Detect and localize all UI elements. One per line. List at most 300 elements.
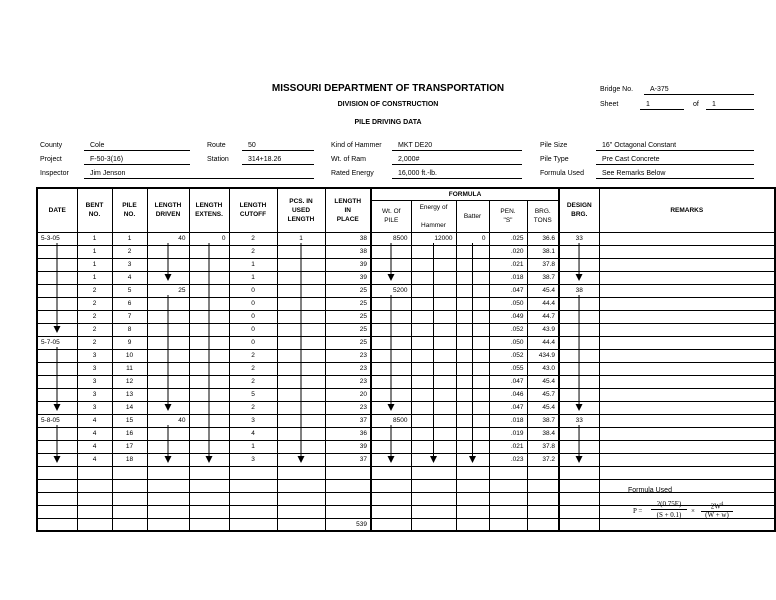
cell-length-extens[interactable]	[189, 349, 229, 362]
cell-pcs-used[interactable]	[277, 349, 325, 362]
cell-brg-tons[interactable]	[527, 492, 559, 505]
cell-batter[interactable]	[456, 323, 489, 336]
cell-brg-tons[interactable]: 44.7	[527, 310, 559, 323]
cell-pcs-used[interactable]	[277, 284, 325, 297]
cell-length-cutoff[interactable]: 1	[229, 258, 277, 271]
cell-brg-tons[interactable]: 43.0	[527, 362, 559, 375]
cell-length-in-place[interactable]: 39	[325, 271, 371, 284]
cell-length-in-place[interactable]: 539	[325, 518, 371, 531]
cell-energy-hammer[interactable]	[411, 492, 456, 505]
cell-energy-hammer[interactable]	[411, 349, 456, 362]
cell-brg-tons[interactable]: 44.4	[527, 336, 559, 349]
cell-length-in-place[interactable]: 25	[325, 284, 371, 297]
cell-date[interactable]	[37, 401, 77, 414]
cell-energy-hammer[interactable]	[411, 375, 456, 388]
cell-length-cutoff[interactable]	[229, 505, 277, 518]
pile-type-field[interactable]: Pre Cast Concrete	[596, 155, 754, 165]
cell-length-driven[interactable]	[147, 258, 189, 271]
cell-design-brg[interactable]	[559, 401, 599, 414]
cell-bent[interactable]: 4	[77, 440, 112, 453]
cell-pile[interactable]: 2	[112, 245, 147, 258]
cell-length-driven[interactable]	[147, 375, 189, 388]
cell-length-extens[interactable]	[189, 492, 229, 505]
cell-design-brg[interactable]: 38	[559, 284, 599, 297]
cell-length-cutoff[interactable]: 5	[229, 388, 277, 401]
cell-batter[interactable]	[456, 492, 489, 505]
cell-length-cutoff[interactable]: 3	[229, 453, 277, 466]
cell-batter[interactable]	[456, 362, 489, 375]
cell-bent[interactable]: 2	[77, 323, 112, 336]
cell-brg-tons[interactable]: 44.4	[527, 297, 559, 310]
sheet-field[interactable]: 1	[640, 100, 684, 110]
cell-bent[interactable]: 2	[77, 336, 112, 349]
cell-date[interactable]	[37, 479, 77, 492]
cell-length-driven[interactable]	[147, 323, 189, 336]
cell-pile[interactable]: 6	[112, 297, 147, 310]
cell-pile[interactable]: 18	[112, 453, 147, 466]
cell-length-extens[interactable]	[189, 440, 229, 453]
cell-length-in-place[interactable]	[325, 479, 371, 492]
cell-pcs-used[interactable]: 1	[277, 232, 325, 245]
cell-pile[interactable]: 14	[112, 401, 147, 414]
cell-remarks[interactable]	[599, 336, 775, 349]
cell-design-brg[interactable]	[559, 479, 599, 492]
cell-wt-pile[interactable]	[371, 349, 411, 362]
cell-date[interactable]	[37, 453, 77, 466]
cell-date[interactable]	[37, 505, 77, 518]
cell-length-in-place[interactable]: 38	[325, 232, 371, 245]
cell-pen[interactable]: .018	[489, 271, 527, 284]
formula-field[interactable]: See Remarks Below	[596, 169, 754, 179]
cell-remarks[interactable]	[599, 401, 775, 414]
cell-length-in-place[interactable]: 23	[325, 349, 371, 362]
energy-field[interactable]: 16,000 ft.-lb.	[392, 169, 522, 179]
cell-length-driven[interactable]: 40	[147, 414, 189, 427]
cell-design-brg[interactable]	[559, 336, 599, 349]
cell-batter[interactable]	[456, 453, 489, 466]
cell-length-in-place[interactable]: 20	[325, 388, 371, 401]
cell-wt-pile[interactable]	[371, 427, 411, 440]
cell-design-brg[interactable]	[559, 375, 599, 388]
cell-pile[interactable]: 15	[112, 414, 147, 427]
cell-length-cutoff[interactable]	[229, 492, 277, 505]
cell-pen[interactable]: .021	[489, 440, 527, 453]
cell-energy-hammer[interactable]	[411, 362, 456, 375]
cell-pcs-used[interactable]	[277, 492, 325, 505]
cell-wt-pile[interactable]	[371, 518, 411, 531]
cell-remarks[interactable]	[599, 284, 775, 297]
cell-design-brg[interactable]: 33	[559, 232, 599, 245]
cell-length-extens[interactable]	[189, 310, 229, 323]
cell-pcs-used[interactable]	[277, 453, 325, 466]
cell-batter[interactable]	[456, 375, 489, 388]
cell-length-driven[interactable]	[147, 362, 189, 375]
cell-length-in-place[interactable]: 37	[325, 414, 371, 427]
cell-pile[interactable]: 5	[112, 284, 147, 297]
cell-length-in-place[interactable]: 39	[325, 258, 371, 271]
cell-pen[interactable]	[489, 479, 527, 492]
cell-length-cutoff[interactable]: 4	[229, 427, 277, 440]
cell-batter[interactable]	[456, 401, 489, 414]
cell-pile[interactable]: 4	[112, 271, 147, 284]
cell-energy-hammer[interactable]	[411, 440, 456, 453]
cell-length-driven[interactable]	[147, 310, 189, 323]
cell-energy-hammer[interactable]	[411, 258, 456, 271]
cell-pcs-used[interactable]	[277, 245, 325, 258]
cell-remarks[interactable]	[599, 362, 775, 375]
cell-brg-tons[interactable]: 38.1	[527, 245, 559, 258]
cell-design-brg[interactable]	[559, 440, 599, 453]
cell-remarks[interactable]	[599, 258, 775, 271]
cell-energy-hammer[interactable]	[411, 518, 456, 531]
cell-length-cutoff[interactable]: 0	[229, 284, 277, 297]
cell-pile[interactable]	[112, 505, 147, 518]
cell-energy-hammer[interactable]	[411, 414, 456, 427]
cell-remarks[interactable]	[599, 271, 775, 284]
cell-batter[interactable]	[456, 297, 489, 310]
cell-wt-pile[interactable]	[371, 466, 411, 479]
cell-bent[interactable]: 1	[77, 232, 112, 245]
cell-pcs-used[interactable]	[277, 271, 325, 284]
cell-date[interactable]	[37, 388, 77, 401]
cell-batter[interactable]	[456, 505, 489, 518]
cell-pile[interactable]: 10	[112, 349, 147, 362]
cell-pile[interactable]	[112, 466, 147, 479]
cell-length-driven[interactable]	[147, 349, 189, 362]
cell-length-driven[interactable]	[147, 479, 189, 492]
cell-length-cutoff[interactable]: 1	[229, 271, 277, 284]
cell-length-in-place[interactable]	[325, 505, 371, 518]
cell-design-brg[interactable]	[559, 466, 599, 479]
cell-length-cutoff[interactable]	[229, 466, 277, 479]
cell-pen[interactable]: .021	[489, 258, 527, 271]
cell-wt-pile[interactable]	[371, 297, 411, 310]
cell-length-driven[interactable]	[147, 245, 189, 258]
cell-length-driven[interactable]	[147, 466, 189, 479]
cell-date[interactable]: 5-7-05	[37, 336, 77, 349]
cell-length-extens[interactable]	[189, 518, 229, 531]
cell-length-cutoff[interactable]: 0	[229, 297, 277, 310]
cell-length-cutoff[interactable]: 2	[229, 349, 277, 362]
cell-length-driven[interactable]	[147, 440, 189, 453]
cell-pcs-used[interactable]	[277, 505, 325, 518]
cell-pen[interactable]: .018	[489, 414, 527, 427]
cell-length-extens[interactable]	[189, 271, 229, 284]
cell-wt-pile[interactable]	[371, 401, 411, 414]
cell-energy-hammer[interactable]	[411, 336, 456, 349]
cell-pile[interactable]: 7	[112, 310, 147, 323]
cell-wt-pile[interactable]	[371, 453, 411, 466]
cell-pcs-used[interactable]	[277, 466, 325, 479]
cell-brg-tons[interactable]: 36.6	[527, 232, 559, 245]
cell-length-driven[interactable]	[147, 388, 189, 401]
cell-pcs-used[interactable]	[277, 336, 325, 349]
cell-wt-pile[interactable]	[371, 245, 411, 258]
cell-length-driven[interactable]	[147, 492, 189, 505]
cell-pcs-used[interactable]	[277, 375, 325, 388]
cell-design-brg[interactable]	[559, 505, 599, 518]
cell-wt-pile[interactable]: 8500	[371, 414, 411, 427]
cell-length-cutoff[interactable]: 2	[229, 245, 277, 258]
cell-length-extens[interactable]	[189, 466, 229, 479]
cell-pile[interactable]: 17	[112, 440, 147, 453]
cell-pen[interactable]: .020	[489, 245, 527, 258]
cell-pen[interactable]: .046	[489, 388, 527, 401]
cell-pen[interactable]: .050	[489, 297, 527, 310]
cell-bent[interactable]: 1	[77, 245, 112, 258]
cell-length-cutoff[interactable]: 0	[229, 310, 277, 323]
cell-length-extens[interactable]	[189, 427, 229, 440]
pile-size-field[interactable]: 16" Octagonal Constant	[596, 141, 754, 151]
cell-wt-pile[interactable]	[371, 336, 411, 349]
cell-design-brg[interactable]	[559, 258, 599, 271]
cell-energy-hammer[interactable]	[411, 323, 456, 336]
cell-pcs-used[interactable]	[277, 414, 325, 427]
cell-length-cutoff[interactable]	[229, 518, 277, 531]
cell-date[interactable]	[37, 297, 77, 310]
cell-brg-tons[interactable]: 45.4	[527, 284, 559, 297]
cell-bent[interactable]	[77, 466, 112, 479]
cell-date[interactable]: 5-8-05	[37, 414, 77, 427]
cell-length-in-place[interactable]: 39	[325, 440, 371, 453]
cell-length-extens[interactable]: 0	[189, 232, 229, 245]
cell-batter[interactable]	[456, 271, 489, 284]
cell-length-driven[interactable]	[147, 336, 189, 349]
cell-date[interactable]	[37, 362, 77, 375]
cell-pen[interactable]: .023	[489, 453, 527, 466]
cell-date[interactable]	[37, 284, 77, 297]
cell-bent[interactable]: 4	[77, 453, 112, 466]
cell-remarks[interactable]	[599, 466, 775, 479]
cell-length-extens[interactable]	[189, 245, 229, 258]
cell-batter[interactable]	[456, 349, 489, 362]
cell-length-driven[interactable]	[147, 518, 189, 531]
cell-pen[interactable]	[489, 518, 527, 531]
cell-pen[interactable]	[489, 505, 527, 518]
cell-length-in-place[interactable]	[325, 492, 371, 505]
cell-remarks[interactable]	[599, 427, 775, 440]
cell-length-in-place[interactable]: 25	[325, 336, 371, 349]
cell-length-extens[interactable]	[189, 336, 229, 349]
cell-pile[interactable]: 8	[112, 323, 147, 336]
cell-length-cutoff[interactable]: 2	[229, 362, 277, 375]
of-field[interactable]: 1	[706, 100, 754, 110]
cell-pcs-used[interactable]	[277, 518, 325, 531]
cell-pen[interactable]: .047	[489, 401, 527, 414]
cell-bent[interactable]: 3	[77, 375, 112, 388]
cell-length-in-place[interactable]: 23	[325, 362, 371, 375]
cell-design-brg[interactable]	[559, 453, 599, 466]
cell-pen[interactable]: .025	[489, 232, 527, 245]
cell-bent[interactable]: 4	[77, 427, 112, 440]
cell-length-extens[interactable]	[189, 323, 229, 336]
cell-bent[interactable]: 1	[77, 271, 112, 284]
cell-design-brg[interactable]	[559, 349, 599, 362]
ram-field[interactable]: 2,000#	[392, 155, 522, 165]
cell-bent[interactable]: 4	[77, 414, 112, 427]
cell-pen[interactable]: .047	[489, 375, 527, 388]
cell-batter[interactable]	[456, 440, 489, 453]
cell-pile[interactable]: 11	[112, 362, 147, 375]
cell-energy-hammer[interactable]	[411, 297, 456, 310]
cell-brg-tons[interactable]: 37.2	[527, 453, 559, 466]
cell-wt-pile[interactable]: 5200	[371, 284, 411, 297]
cell-energy-hammer[interactable]	[411, 453, 456, 466]
cell-brg-tons[interactable]	[527, 505, 559, 518]
cell-batter[interactable]	[456, 466, 489, 479]
cell-bent[interactable]: 3	[77, 362, 112, 375]
cell-pen[interactable]: .050	[489, 336, 527, 349]
cell-remarks[interactable]	[599, 388, 775, 401]
cell-remarks[interactable]	[599, 453, 775, 466]
cell-energy-hammer[interactable]	[411, 245, 456, 258]
cell-date[interactable]	[37, 271, 77, 284]
cell-wt-pile[interactable]	[371, 362, 411, 375]
cell-length-in-place[interactable]: 37	[325, 453, 371, 466]
cell-length-cutoff[interactable]: 2	[229, 232, 277, 245]
cell-brg-tons[interactable]: 37.8	[527, 440, 559, 453]
cell-remarks[interactable]	[599, 414, 775, 427]
cell-batter[interactable]	[456, 310, 489, 323]
cell-design-brg[interactable]	[559, 297, 599, 310]
cell-design-brg[interactable]: 33	[559, 414, 599, 427]
cell-date[interactable]	[37, 375, 77, 388]
cell-wt-pile[interactable]	[371, 310, 411, 323]
cell-length-extens[interactable]	[189, 258, 229, 271]
cell-batter[interactable]	[456, 414, 489, 427]
cell-wt-pile[interactable]	[371, 375, 411, 388]
cell-date[interactable]	[37, 518, 77, 531]
cell-length-cutoff[interactable]: 0	[229, 323, 277, 336]
cell-date[interactable]	[37, 466, 77, 479]
cell-length-driven[interactable]	[147, 401, 189, 414]
cell-design-brg[interactable]	[559, 492, 599, 505]
cell-design-brg[interactable]	[559, 518, 599, 531]
cell-pile[interactable]: 13	[112, 388, 147, 401]
cell-batter[interactable]	[456, 258, 489, 271]
cell-batter[interactable]	[456, 336, 489, 349]
cell-date[interactable]	[37, 349, 77, 362]
cell-length-extens[interactable]	[189, 375, 229, 388]
cell-length-in-place[interactable]: 25	[325, 310, 371, 323]
cell-brg-tons[interactable]	[527, 466, 559, 479]
cell-pen[interactable]: .019	[489, 427, 527, 440]
cell-brg-tons[interactable]: 45.7	[527, 388, 559, 401]
county-field[interactable]: Cole	[84, 141, 190, 151]
cell-pcs-used[interactable]	[277, 401, 325, 414]
station-field[interactable]: 314+18.26	[242, 155, 314, 165]
cell-remarks[interactable]	[599, 310, 775, 323]
cell-wt-pile[interactable]	[371, 440, 411, 453]
cell-brg-tons[interactable]	[527, 518, 559, 531]
inspector-field[interactable]: Jim Jenson	[84, 169, 314, 179]
cell-pcs-used[interactable]	[277, 362, 325, 375]
cell-date[interactable]	[37, 440, 77, 453]
cell-bent[interactable]	[77, 518, 112, 531]
cell-bent[interactable]	[77, 505, 112, 518]
cell-length-extens[interactable]	[189, 479, 229, 492]
cell-design-brg[interactable]	[559, 271, 599, 284]
cell-length-in-place[interactable]: 23	[325, 375, 371, 388]
cell-remarks[interactable]	[599, 323, 775, 336]
cell-remarks[interactable]	[599, 297, 775, 310]
cell-length-extens[interactable]	[189, 414, 229, 427]
cell-length-driven[interactable]: 40	[147, 232, 189, 245]
cell-pen[interactable]	[489, 466, 527, 479]
cell-length-extens[interactable]	[189, 297, 229, 310]
cell-wt-pile[interactable]	[371, 479, 411, 492]
cell-energy-hammer[interactable]	[411, 284, 456, 297]
cell-bent[interactable]: 3	[77, 401, 112, 414]
cell-length-driven[interactable]	[147, 453, 189, 466]
bridge-field[interactable]: A-375	[644, 85, 754, 95]
cell-pen[interactable]: .047	[489, 284, 527, 297]
cell-pcs-used[interactable]	[277, 310, 325, 323]
cell-batter[interactable]	[456, 284, 489, 297]
cell-bent[interactable]	[77, 479, 112, 492]
cell-energy-hammer[interactable]	[411, 505, 456, 518]
hammer-field[interactable]: MKT DE20	[392, 141, 522, 151]
cell-design-brg[interactable]	[559, 388, 599, 401]
cell-length-in-place[interactable]: 36	[325, 427, 371, 440]
cell-length-in-place[interactable]: 25	[325, 323, 371, 336]
cell-pcs-used[interactable]	[277, 323, 325, 336]
cell-pile[interactable]: 16	[112, 427, 147, 440]
cell-pen[interactable]: .052	[489, 349, 527, 362]
cell-length-extens[interactable]	[189, 401, 229, 414]
route-field[interactable]: 50	[242, 141, 314, 151]
cell-length-in-place[interactable]: 25	[325, 297, 371, 310]
cell-pcs-used[interactable]	[277, 297, 325, 310]
cell-batter[interactable]	[456, 427, 489, 440]
cell-length-driven[interactable]	[147, 427, 189, 440]
cell-length-driven[interactable]	[147, 505, 189, 518]
project-field[interactable]: F-50-3(16)	[84, 155, 190, 165]
cell-length-cutoff[interactable]: 3	[229, 414, 277, 427]
cell-length-driven[interactable]: 25	[147, 284, 189, 297]
cell-energy-hammer[interactable]: 12000	[411, 232, 456, 245]
cell-wt-pile[interactable]	[371, 323, 411, 336]
cell-date[interactable]	[37, 258, 77, 271]
cell-energy-hammer[interactable]	[411, 271, 456, 284]
cell-bent[interactable]: 2	[77, 310, 112, 323]
cell-design-brg[interactable]	[559, 310, 599, 323]
cell-length-in-place[interactable]: 23	[325, 401, 371, 414]
cell-pile[interactable]: 12	[112, 375, 147, 388]
cell-design-brg[interactable]	[559, 323, 599, 336]
cell-date[interactable]	[37, 427, 77, 440]
cell-length-cutoff[interactable]: 1	[229, 440, 277, 453]
cell-pen[interactable]	[489, 492, 527, 505]
cell-pen[interactable]: .052	[489, 323, 527, 336]
cell-remarks[interactable]	[599, 375, 775, 388]
cell-bent[interactable]: 1	[77, 258, 112, 271]
cell-bent[interactable]: 2	[77, 297, 112, 310]
cell-brg-tons[interactable]: 38.7	[527, 414, 559, 427]
cell-brg-tons[interactable]: 37.8	[527, 258, 559, 271]
cell-length-extens[interactable]	[189, 453, 229, 466]
cell-pcs-used[interactable]	[277, 479, 325, 492]
cell-remarks[interactable]	[599, 440, 775, 453]
cell-length-in-place[interactable]	[325, 466, 371, 479]
cell-remarks[interactable]	[599, 245, 775, 258]
cell-brg-tons[interactable]: 38.4	[527, 427, 559, 440]
cell-batter[interactable]	[456, 479, 489, 492]
cell-length-cutoff[interactable]: 2	[229, 401, 277, 414]
cell-batter[interactable]	[456, 245, 489, 258]
cell-length-in-place[interactable]: 38	[325, 245, 371, 258]
cell-remarks[interactable]	[599, 232, 775, 245]
